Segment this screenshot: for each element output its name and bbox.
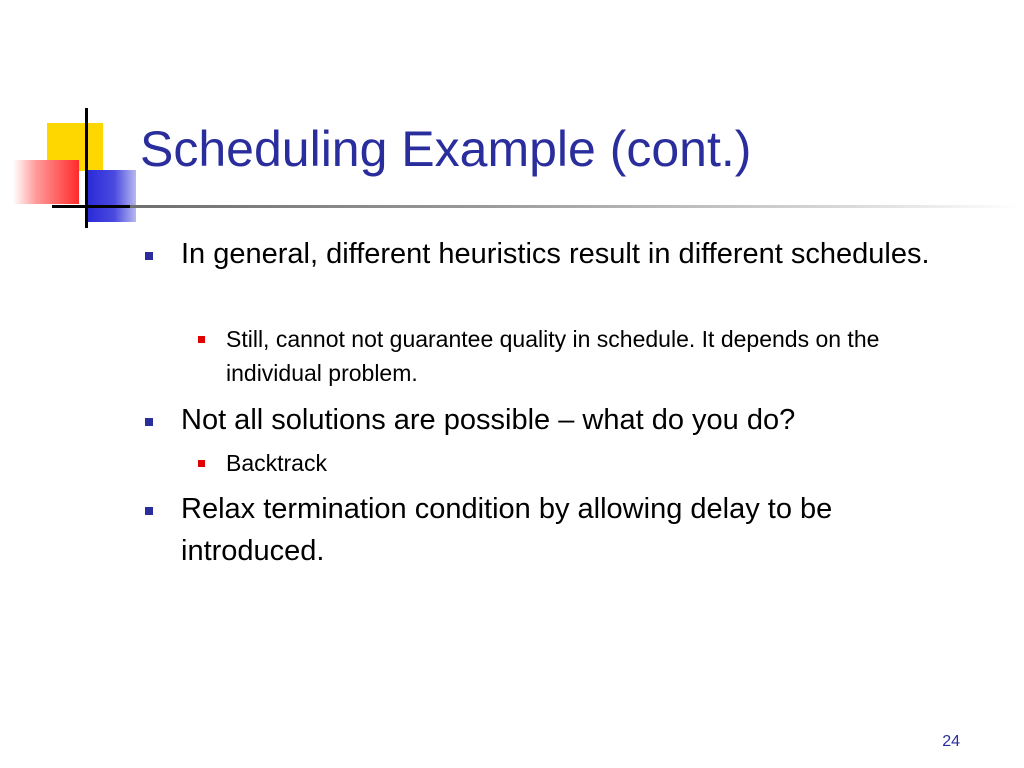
page-number: 24 <box>942 733 960 750</box>
level2-bullet-icon <box>198 336 205 343</box>
bullet-item-3: Relax termination condition by allowing delay to be introduced. <box>181 493 833 567</box>
vertical-line-decoration <box>85 108 88 228</box>
title-underline <box>130 205 1020 208</box>
slide-title: Scheduling Example (cont.) <box>140 121 752 177</box>
blue-square-decoration <box>88 170 136 222</box>
corner-decoration <box>0 0 160 240</box>
bullet-item-1: In general, different heuristics result in different schedules. <box>181 238 930 270</box>
horizontal-line-decoration <box>52 205 142 208</box>
level2-bullet-icon <box>198 460 205 467</box>
level1-bullet-icon <box>145 252 153 260</box>
level1-bullet-icon <box>145 418 153 426</box>
sub-bullet-item-2: Backtrack <box>226 450 327 476</box>
red-square-decoration <box>13 160 79 204</box>
bullet-item-2: Not all solutions are possible – what do you do? <box>181 404 796 436</box>
level1-bullet-icon <box>145 507 153 515</box>
sub-bullet-item-1: Still, cannot not guarantee quality in schedule. It depends on the individual problem. <box>226 326 880 386</box>
